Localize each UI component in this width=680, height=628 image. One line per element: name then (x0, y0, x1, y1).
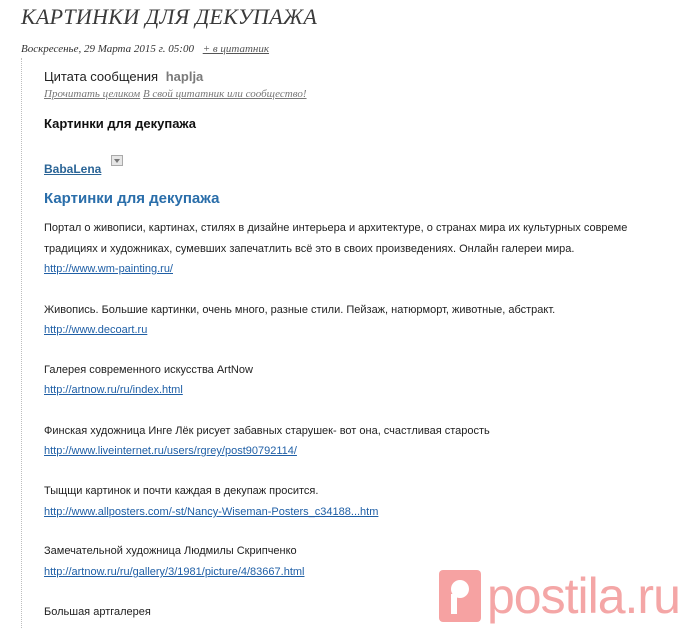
read-full-link[interactable]: Прочитать целиком (44, 88, 141, 100)
quote-heading: Картинки для декупажа (44, 116, 197, 131)
entry-text: Большая артгалерея (44, 606, 151, 618)
quote-author-link[interactable]: haplja (165, 69, 204, 84)
entry-link[interactable]: http://www.liveinternet.ru/users/rgrey/post90792114/ (44, 445, 297, 457)
post-meta (21, 43, 269, 55)
entry-text (44, 218, 627, 260)
entry-text: Замечательной художница Людмилы Скрипченко (44, 545, 297, 557)
entry-link[interactable]: http://www.decoart.ru (44, 324, 148, 336)
post-title: Картинки для декупажа (44, 190, 220, 207)
quote-label: Цитата сообщения (44, 69, 159, 84)
entry-text-line: Портал о живописи, картинах, стилях в дизайне интерьера и архитектуре, о странах мира их культурных совреме (44, 222, 628, 234)
add-to-quotes-link[interactable]: + в цитатник (202, 43, 270, 55)
watermark-text: postila.ru (487, 568, 680, 624)
quote-header (44, 69, 203, 84)
page-title: КАРТИНКИ ДЛЯ ДЕКУПАЖА (21, 4, 318, 29)
entry-text: Финская художница Инге Лёк рисует забавных старушек- вот она, счастливая старость (44, 425, 490, 437)
entry-link[interactable]: http://www.wm-painting.ru/ (44, 263, 173, 275)
post-date: Воскресенье, 29 Марта 2015 г. 05:00 (21, 43, 194, 55)
quote-actions (44, 88, 307, 100)
entry-link[interactable]: http://artnow.ru/ru/index.html (44, 384, 183, 396)
entry-text: Галерея современного искусства ArtNow (44, 364, 253, 376)
entry-text: Тыщщи картинок и почти каждая в декупаж просится. (44, 485, 319, 497)
to-quotepad-link[interactable]: В свой цитатник или сообщество! (142, 88, 307, 100)
post-author-link[interactable]: BabaLena (44, 162, 102, 176)
entry-text: Живопись. Большие картинки, очень много, разные стили. Пейзаж, натюрморт, животные, абстракт. (44, 304, 556, 316)
entry-link[interactable]: http://www.allposters.com/-st/Nancy-Wiseman-Posters_c34188...htm (44, 506, 379, 518)
postila-logo-icon (439, 570, 481, 622)
entry-link[interactable]: http://artnow.ru/ru/gallery/3/1981/picture/4/83667.html (44, 566, 305, 578)
postila-watermark (439, 566, 680, 626)
entry-text-line: традициях и художниках, сумевших запечатлить всё это в своих произведениях. Онлайн галереи мира. (44, 243, 575, 255)
chevron-down-icon[interactable] (111, 155, 123, 166)
